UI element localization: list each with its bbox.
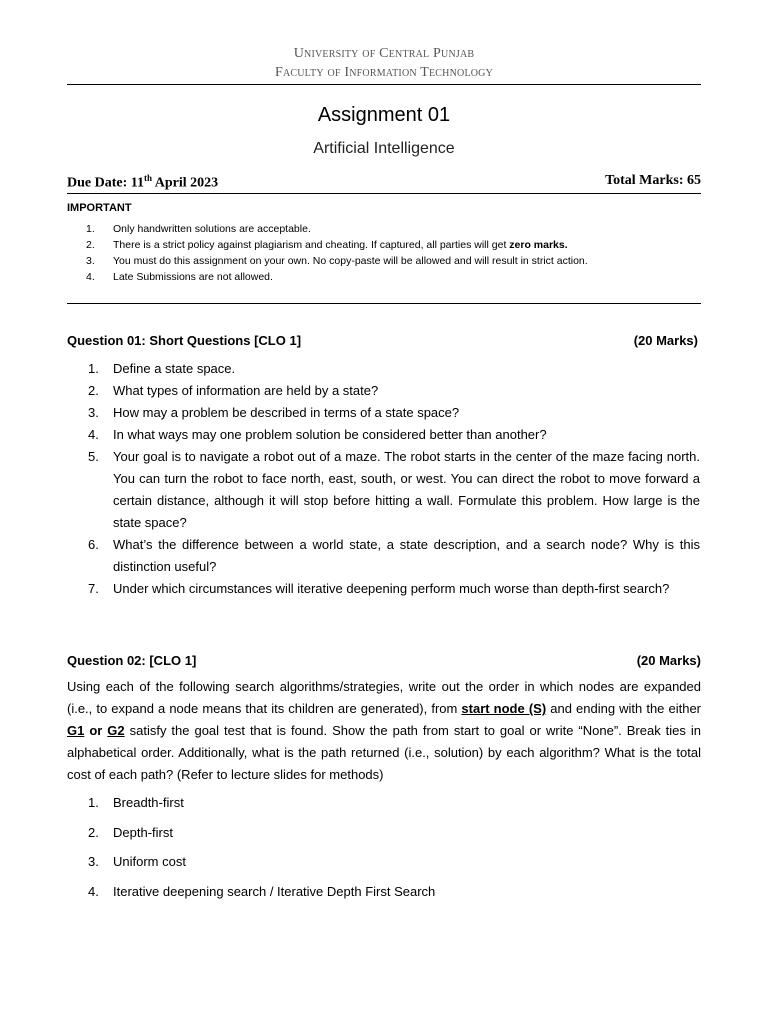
item-text: Breadth-first bbox=[113, 795, 184, 810]
due-date-sup: th bbox=[144, 173, 153, 183]
item-number: 4. bbox=[88, 884, 99, 899]
item-number: 5. bbox=[88, 449, 99, 464]
question-item bbox=[88, 424, 700, 446]
description-text: and ending with the either bbox=[546, 701, 702, 716]
item-text: You must do this assignment on your own. No copy-paste will be allowed and will result in strict action. bbox=[113, 255, 588, 267]
item-number: 1. bbox=[88, 795, 99, 810]
question-item bbox=[88, 380, 700, 402]
algorithm-item bbox=[88, 825, 173, 840]
assignment-title: Assignment 01 bbox=[317, 104, 451, 126]
question-item bbox=[88, 534, 700, 578]
item-number: 6. bbox=[88, 537, 99, 552]
question-1-heading bbox=[67, 333, 701, 348]
item-number: 7. bbox=[88, 581, 99, 596]
important-item bbox=[86, 269, 588, 285]
item-number: 1. bbox=[88, 361, 99, 376]
question-2-heading bbox=[67, 653, 701, 668]
item-text: Define a state space. bbox=[113, 361, 236, 376]
question-item bbox=[88, 446, 700, 534]
goal-g1-emphasis: G1 bbox=[67, 723, 85, 738]
due-date-suffix: April 2023 bbox=[152, 175, 219, 191]
goal-g2-emphasis: G2 bbox=[107, 723, 125, 738]
item-text: How may a problem be described in terms of a state space? bbox=[113, 405, 460, 420]
start-node-emphasis: start node (S) bbox=[461, 701, 547, 716]
due-divider bbox=[67, 193, 701, 194]
item-number: 3. bbox=[88, 854, 99, 869]
item-text: What types of information are held by a state? bbox=[113, 383, 379, 398]
item-text: What’s the difference between a world state, a state description, and a search node? Why is this distinction useful? bbox=[113, 537, 700, 574]
question-item bbox=[88, 578, 700, 600]
course-subtitle: Artificial Intelligence bbox=[313, 140, 455, 157]
zero-marks-emphasis: zero marks. bbox=[509, 239, 568, 251]
important-list bbox=[86, 221, 588, 285]
item-text: Late Submissions are not allowed. bbox=[113, 271, 273, 283]
important-divider bbox=[67, 303, 701, 304]
item-number: 3. bbox=[88, 405, 99, 420]
description-text: satisfy the goal test that is found. Show the path from start to goal or write “None”. Break ties in alphabetical order. Additionally, what is the path returned (i.e., solution) by each algorithm? What is the total cost of each path? (Refer to lecture slides for methods) bbox=[67, 723, 701, 782]
item-text: Iterative deepening search / Iterative Depth First Search bbox=[113, 884, 436, 899]
important-heading: IMPORTANT bbox=[67, 202, 132, 214]
item-text: Depth-first bbox=[113, 825, 173, 840]
university-name: University of Central Punjab bbox=[293, 46, 475, 61]
question-item bbox=[88, 358, 700, 380]
item-number: 2. bbox=[86, 239, 95, 251]
item-text: There is a strict policy against plagiarism and cheating. If captured, all parties will get bbox=[113, 239, 510, 251]
item-text: Uniform cost bbox=[113, 854, 186, 869]
item-text: In what ways may one problem solution be considered better than another? bbox=[113, 427, 547, 442]
algorithm-item bbox=[88, 854, 186, 869]
header-divider bbox=[67, 84, 701, 85]
question-1-list bbox=[88, 358, 700, 600]
item-number: 3. bbox=[86, 255, 95, 267]
faculty-name: Faculty of Information Technology bbox=[274, 65, 494, 80]
question-2-marks: (20 Marks) bbox=[636, 653, 701, 668]
question-2-description bbox=[67, 676, 701, 786]
item-number: 2. bbox=[88, 383, 99, 398]
or-text: or bbox=[84, 723, 108, 738]
due-date-prefix: Due Date: 11 bbox=[67, 175, 144, 191]
algorithm-item bbox=[88, 795, 184, 810]
item-number: 2. bbox=[88, 825, 99, 840]
item-text: Only handwritten solutions are acceptable. bbox=[113, 223, 311, 235]
item-text: Your goal is to navigate a robot out of a maze. The robot starts in the center of the maze facing north. You can turn the robot to face north, east, south, or west. You can direct the robot to move forward a certain distance, although it will stop before hitting a wall. Formulate this problem. How large is the state space? bbox=[113, 449, 700, 530]
total-marks: Total Marks: 65 bbox=[605, 173, 701, 188]
question-1-title: Question 01: Short Questions [CLO 1] bbox=[67, 333, 302, 348]
question-2-title: Question 02: [CLO 1] bbox=[67, 653, 197, 668]
important-item bbox=[86, 221, 588, 237]
important-item bbox=[86, 253, 588, 269]
item-number: 1. bbox=[86, 223, 95, 235]
algorithm-item bbox=[88, 884, 435, 899]
due-date bbox=[67, 173, 218, 192]
item-number: 4. bbox=[88, 427, 99, 442]
item-number: 4. bbox=[86, 271, 95, 283]
item-text: Under which circumstances will iterative deepening perform much worse than depth-first search? bbox=[113, 581, 670, 596]
description-text: Using each of the following search algorithms/strategies, write out the order in which nodes are expanded (i.e., to expand a node means that its children are generated), from bbox=[67, 679, 701, 716]
question-1-marks: (20 Marks) bbox=[633, 333, 698, 348]
important-item bbox=[86, 237, 588, 253]
question-item bbox=[88, 402, 700, 424]
